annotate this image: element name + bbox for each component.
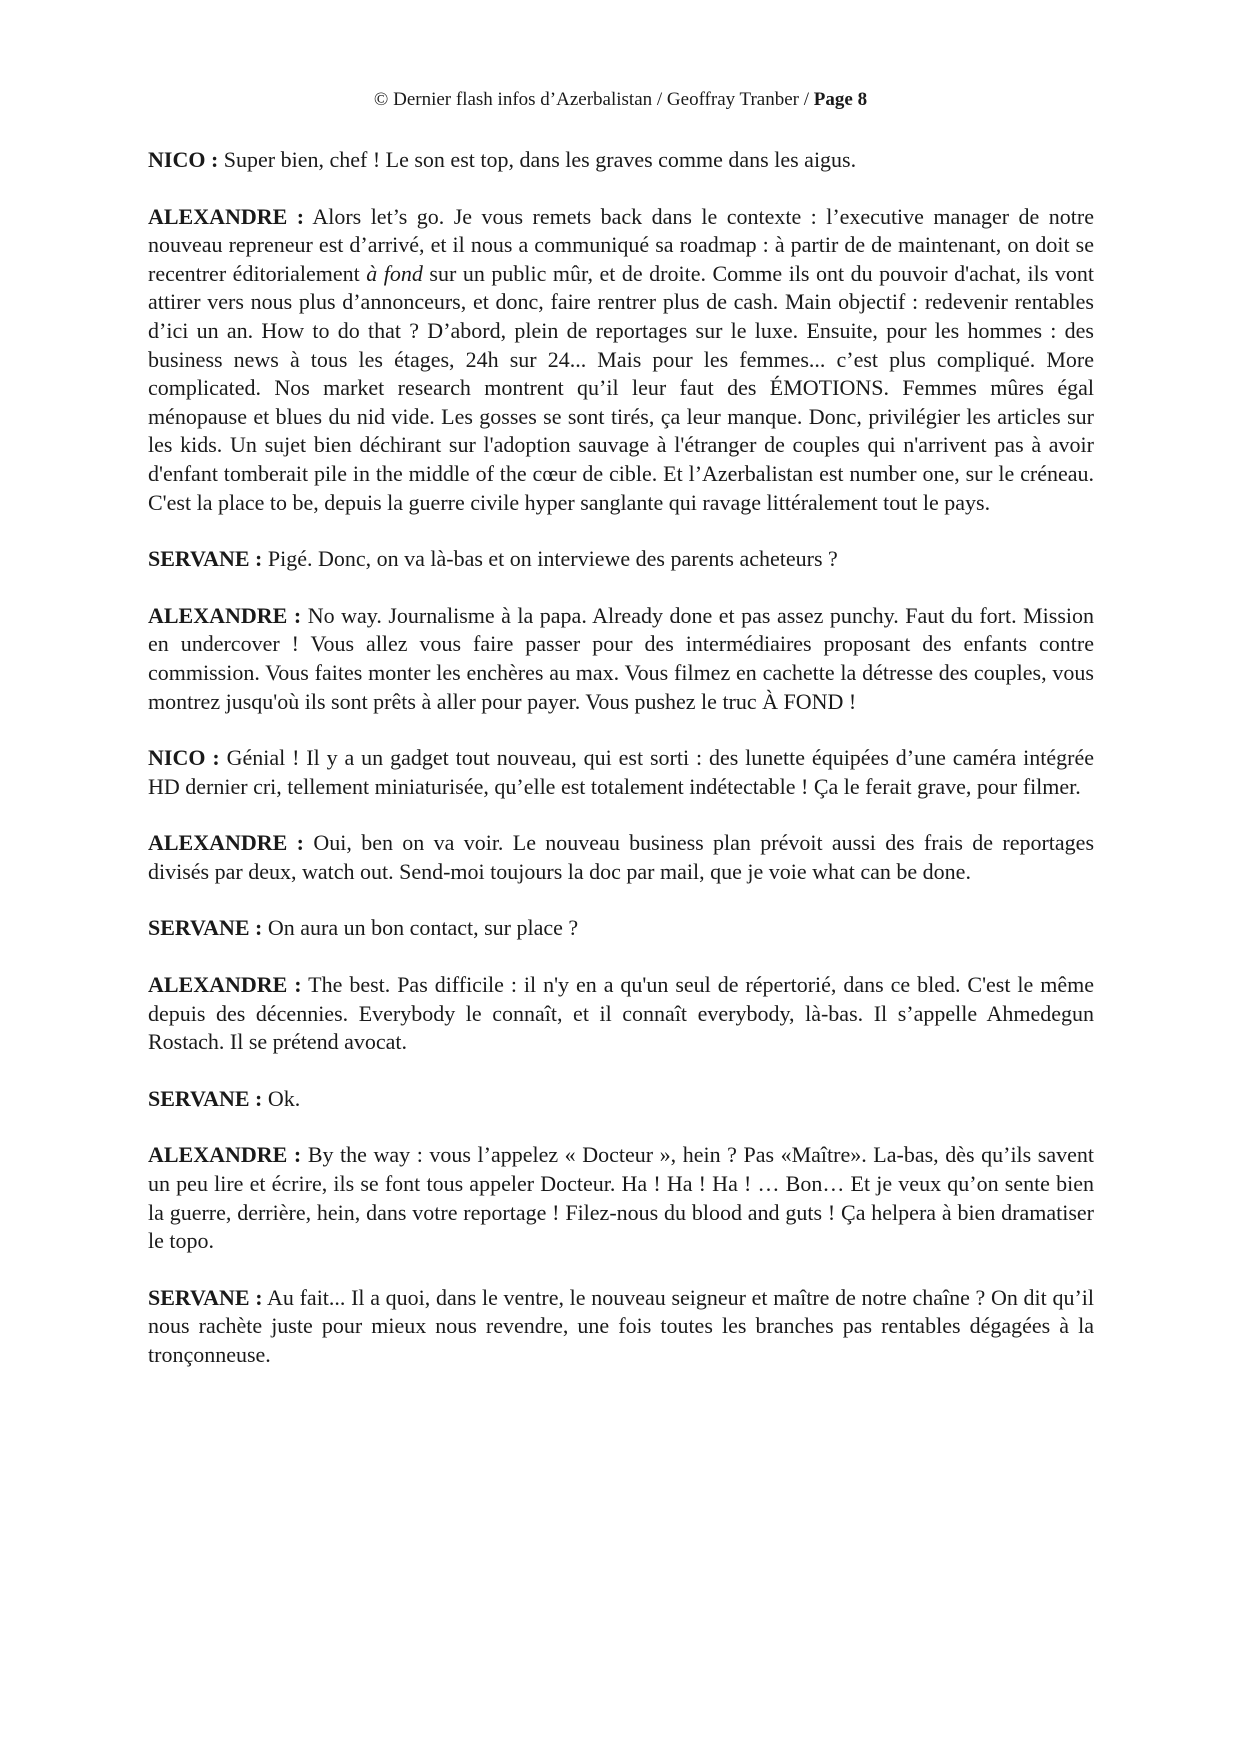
dialogue-text: Génial ! Il y a un gadget tout nouveau, qui est sorti : des lunette équipées d’une caméra intégrée HD dernier cri, tellement miniaturisée, qu’elle est totalement indétectable ! Ça le ferait grave, pour filmer. bbox=[148, 745, 1095, 799]
dialogue-line bbox=[148, 1085, 1094, 1114]
dialogue-text: Oui, ben on va voir. Le nouveau business plan prévoit aussi des frais de reportages divisés par deux, watch out. Send-moi toujours la doc par mail, que je voie what can be done. bbox=[148, 830, 1095, 884]
dialogue-line bbox=[148, 602, 1094, 716]
dialogue-text: Ok. bbox=[267, 1085, 301, 1111]
speaker-name: ALEXANDRE : bbox=[148, 203, 305, 229]
dialogue-text: On aura un bon contact, sur place ? bbox=[267, 915, 579, 941]
speaker-name: ALEXANDRE : bbox=[148, 602, 302, 628]
dialogue-line bbox=[148, 744, 1094, 801]
dialogue-line bbox=[148, 971, 1094, 1057]
dialogue-text: By the way : vous l’appelez « Docteur », hein ? Pas «Maître». La-bas, dès qu’ils savent un peu lire et écrire, ils se font tous appeler Docteur. Ha ! Ha ! Ha ! … Bon… Et je veux qu’on sente bien la guerre, derrière, hein, dans votre reportage ! Filez-nous du blood and guts ! Ça helpera à bien dramatiser le topo. bbox=[148, 1142, 1094, 1254]
dialogue-line bbox=[148, 545, 1094, 574]
speaker-name: SERVANE : bbox=[148, 915, 263, 941]
dialogue-line bbox=[148, 203, 1094, 518]
dialogue-line bbox=[148, 914, 1094, 943]
speaker-name: ALEXANDRE : bbox=[148, 830, 305, 856]
dialogue-line bbox=[148, 1141, 1094, 1255]
dialogue-text: Super bien, chef ! Le son est top, dans les graves comme dans les aigus. bbox=[223, 147, 857, 172]
dialogue-line bbox=[148, 146, 1094, 175]
dialogue-text: No way. Journalisme à la papa. Already done et pas assez punchy. Faut du fort. Mission en undercover ! Vous allez vous faire passer pour des intermédiaires proposant des enfants contre commission. Vous faites monter les enchères au max. Vous filmez en cachette la détresse des couples, vous montrez jusqu'où ils sont prêts à aller pour payer. Vous pushez le truc À FOND ! bbox=[148, 602, 1095, 714]
speaker-name: SERVANE : bbox=[148, 546, 263, 572]
speaker-name: ALEXANDRE : bbox=[148, 1142, 302, 1168]
speaker-name: NICO : bbox=[148, 147, 219, 172]
dialogue-line bbox=[148, 829, 1094, 886]
page-header bbox=[0, 88, 1241, 112]
header-text: © Dernier flash infos d’Azerbalistan / Geoffray Tranber / bbox=[373, 89, 814, 110]
dialogue-text: Pigé. Donc, on va là-bas et on interviewe des parents acheteurs ? bbox=[267, 546, 838, 572]
dialogue-text: Alors let’s go. Je vous remets back dans le contexte : l’executive manager de notre nouveau repreneur est d’arrivé, et il nous a communiqué sa roadmap : à partir de de maintenant, on doit se recentrer éditorialement bbox=[148, 203, 1094, 286]
page-number: Page 8 bbox=[813, 89, 868, 110]
speaker-name: NICO : bbox=[148, 745, 220, 771]
dialogue-text-continued: sur un public mûr, et de droite. Comme ils ont du pouvoir d'achat, ils vont attirer vers nous plus d’annonceurs, et donc, faire rentrer plus de cash. Main objectif : redevenir rentables d’ici un an. How to do that ? D’abord, plein de reportages sur le luxe. Ensuite, pour les hommes : des business news à tous les étages, 24h sur 24... Mais pour les femmes... c’est plus compliqué. More complicated. Nos market research montrent qu’il leur faut des ÉMOTIONS. Femmes mûres égal ménopause et blues du nid vide. Les gosses se sont tirés, ça leur manque. Donc, privilégier les articles sur les kids. Un sujet bien déchirant sur l'adoption sauvage à l'étranger de couples qui n'arrivent pas à avoir d'enfant tomberait pile in the middle of the cœur de cible. Et l’Azerbalistan est number one, sur le créneau. C'est la place to be, depuis la guerre civile hyper sanglante qui ravage littéralement tout le pays. bbox=[148, 260, 1094, 515]
speaker-name: ALEXANDRE : bbox=[148, 972, 302, 998]
dialogue-text: The best. Pas difficile : il n'y en a qu'un seul de répertorié, dans ce bled. C'est le même depuis des décennies. Everybody le connaît, et il connaît everybody, là-bas. Il s’appelle Ahmedegun Rostach. Il se prétend avocat. bbox=[148, 972, 1094, 1055]
speaker-name: SERVANE : bbox=[148, 1085, 263, 1111]
dialogue-text: Au fait... Il a quoi, dans le ventre, le nouveau seigneur et maître de notre chaîne ? On dit qu’il nous rachète juste pour mieux nous revendre, une fois toutes les branches pas rentables dégagées à la tronçonneuse. bbox=[148, 1284, 1095, 1367]
dialogue-line bbox=[148, 1284, 1094, 1370]
emphasis-text: à fond bbox=[366, 260, 423, 286]
speaker-name: SERVANE : bbox=[148, 1284, 263, 1310]
dialogue-body bbox=[148, 146, 1094, 1398]
